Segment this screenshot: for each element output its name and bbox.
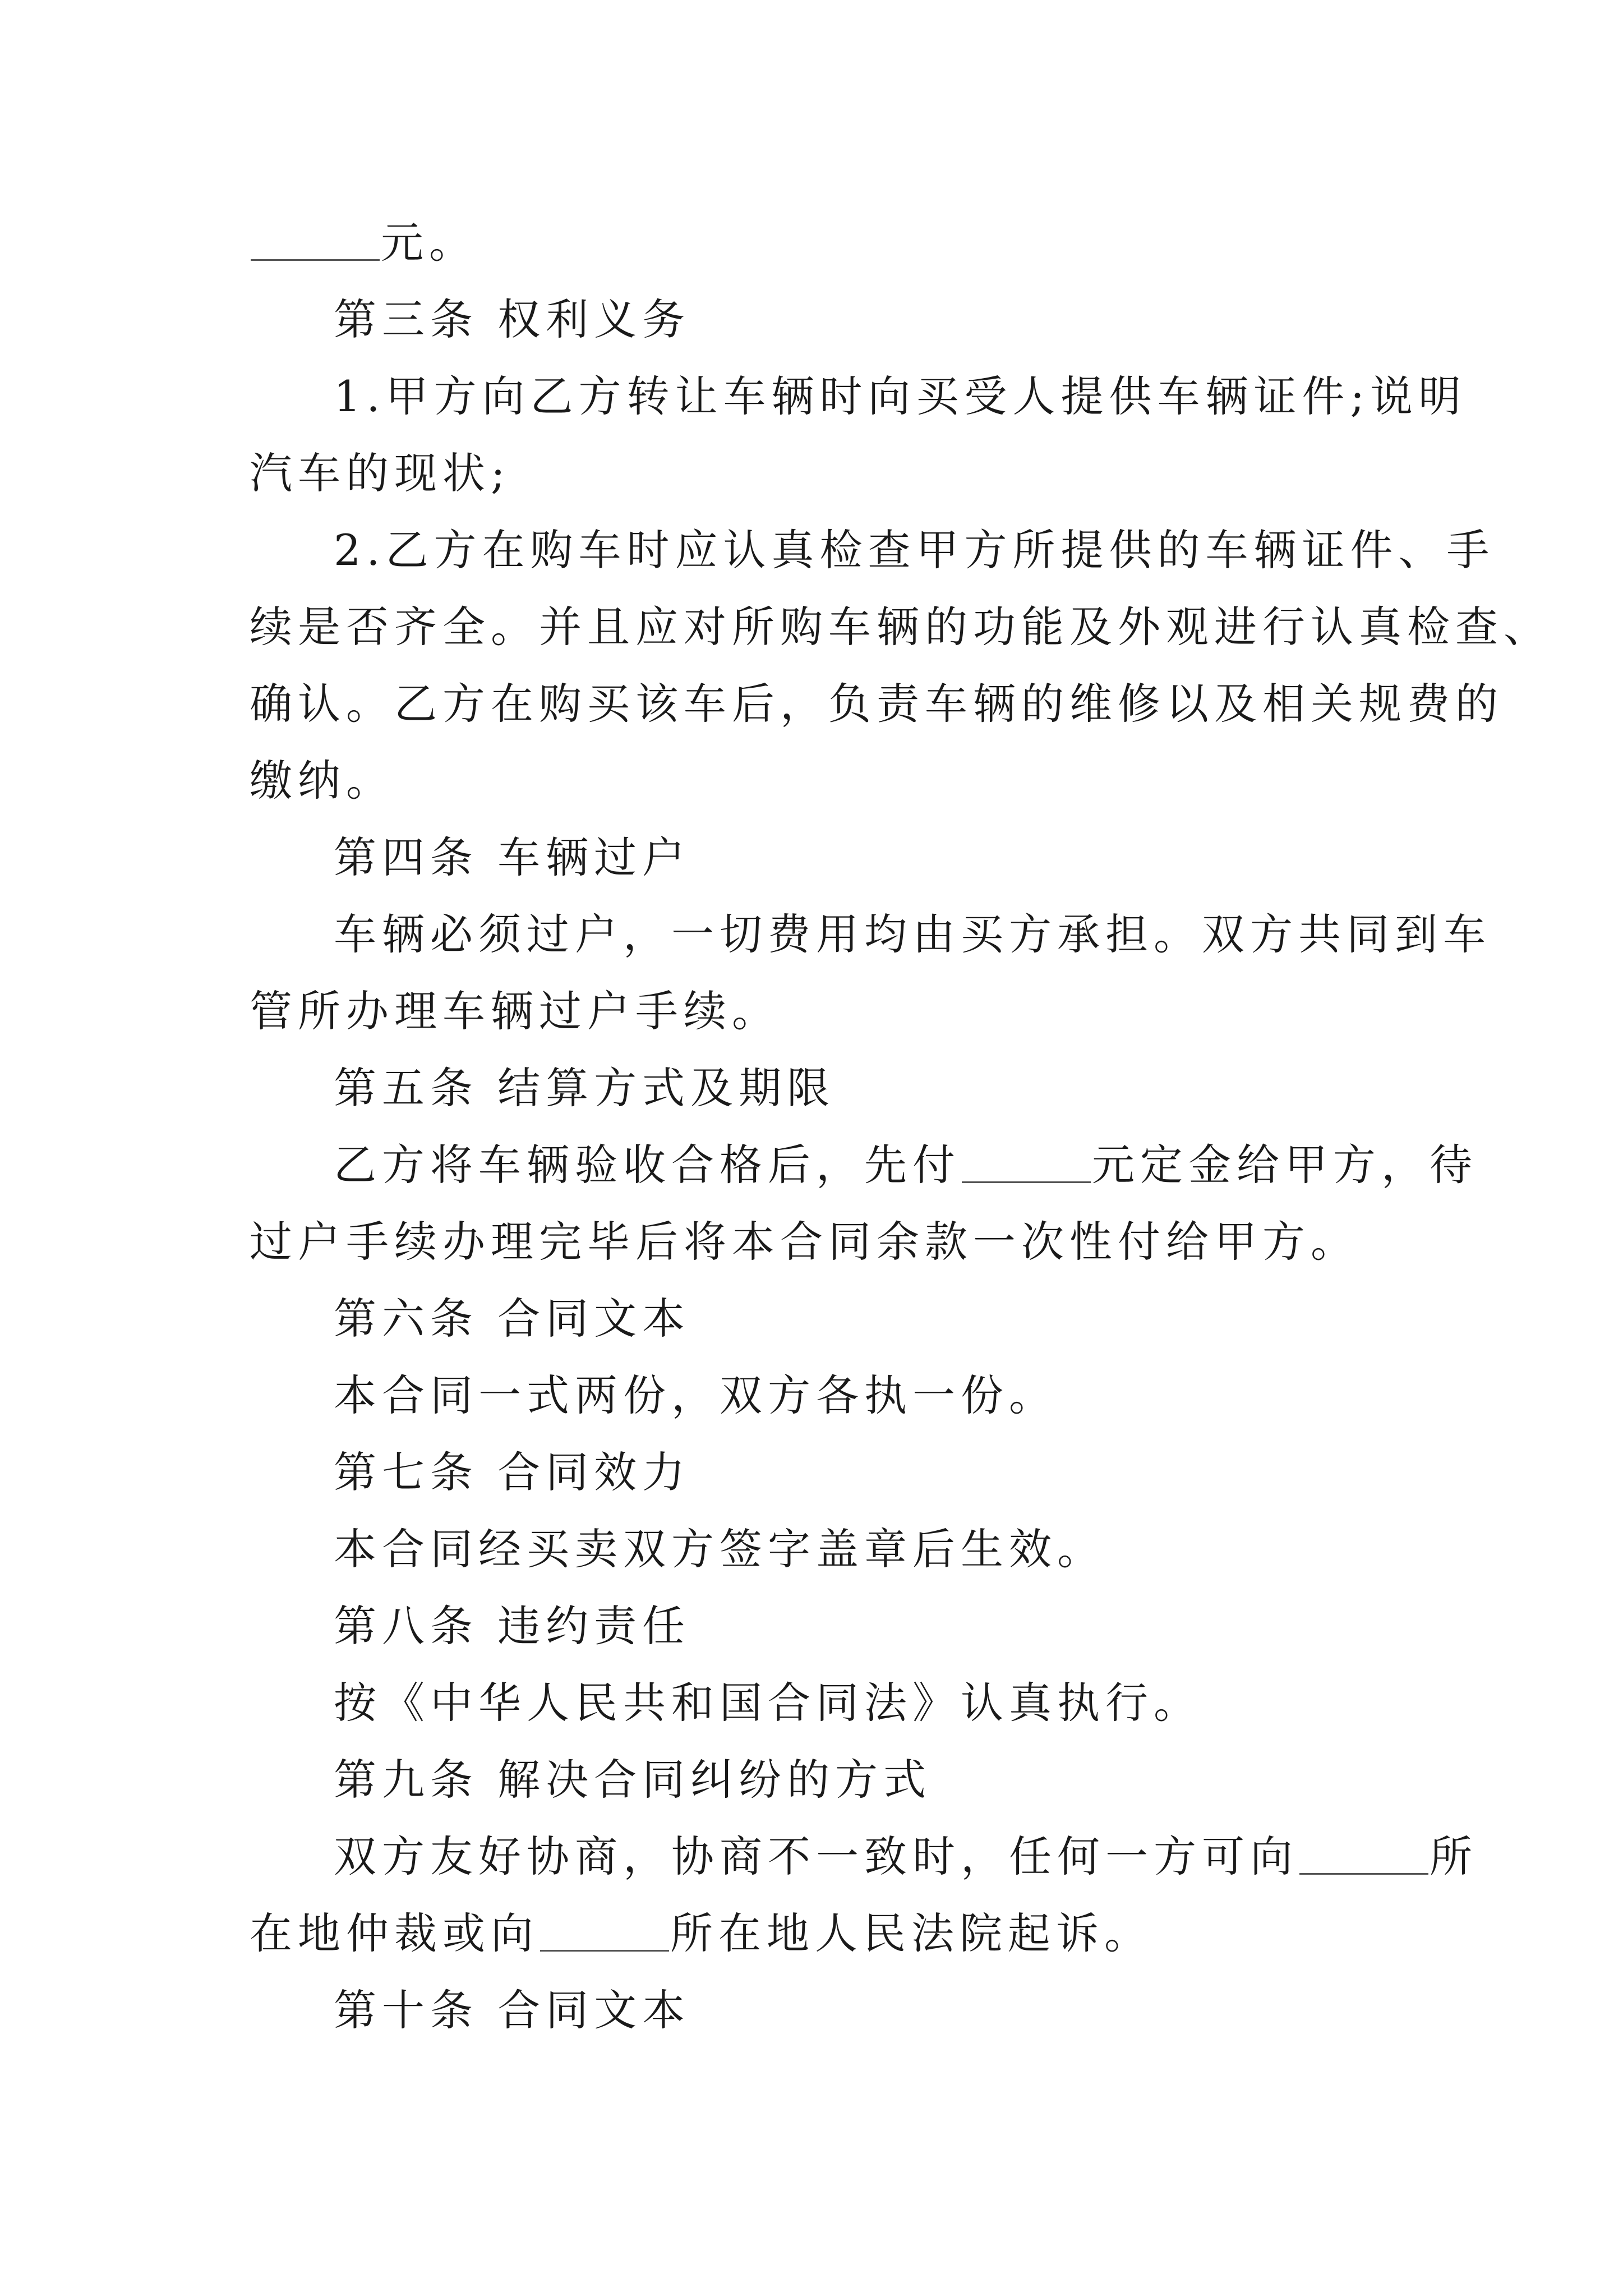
blank-field (1299, 1834, 1428, 1875)
paragraph-line: 1.甲方向乙方转让车辆时向买受人提供车辆证件;说明 (334, 371, 1467, 421)
blank-field (251, 220, 380, 261)
article-9-heading: 第九条 解决合同纠纷的方式 (334, 1755, 932, 1805)
paragraph-line: 汽车的现状; (250, 448, 511, 498)
paragraph-line: 2.乙方在购车时应认真检查甲方所提供的车辆证件、手 (334, 525, 1495, 575)
paragraph-line-with-blank: 在地仲裁或向 所在地人民法院起诉。 (250, 1908, 1152, 1958)
paragraph-line: 按《中华人民共和国合同法》认真执行。 (334, 1678, 1202, 1728)
article-5-heading: 第五条 结算方式及期限 (334, 1063, 836, 1113)
paragraph-line: 车辆必须过户，一切费用均由买方承担。双方共同到车 (334, 909, 1491, 959)
paragraph-line-with-blank: 双方友好协商，协商不一致时，任何一方可向 所 (334, 1832, 1478, 1881)
article-3-heading: 第三条 权利义务 (334, 295, 691, 344)
paragraph-line-with-blank: 乙方将车辆验收合格后，先付 元定金给甲方，待 (334, 1140, 1478, 1190)
article-4-heading: 第四条 车辆过户 (334, 832, 691, 882)
paragraph-line: 管所办理车辆过户手续。 (250, 986, 780, 1036)
article-8-heading: 第八条 违约责任 (334, 1601, 691, 1651)
blank-field (540, 1911, 669, 1952)
paragraph-line: 确认。乙方在购买该车后，负责车辆的维修以及相关规费的 (250, 679, 1504, 729)
paragraph-line: 续是否齐全。并且应对所购车辆的功能及外观进行认真检查、 (250, 602, 1552, 652)
article-7-heading: 第七条 合同效力 (334, 1447, 691, 1497)
article-6-heading: 第六条 合同文本 (334, 1294, 691, 1343)
paragraph-line: 过户手续办理完毕后将本合同余款一次性付给甲方。 (250, 1217, 1359, 1267)
paragraph-line: 本合同一式两份，双方各执一份。 (334, 1370, 1057, 1420)
article-10-heading: 第十条 合同文本 (334, 1985, 691, 2035)
line-amount-end: 元。 (250, 218, 477, 268)
blank-field (962, 1142, 1091, 1183)
paragraph-line: 本合同经买卖双方签字盖章后生效。 (334, 1524, 1105, 1574)
paragraph-line: 缴纳。 (250, 756, 394, 806)
